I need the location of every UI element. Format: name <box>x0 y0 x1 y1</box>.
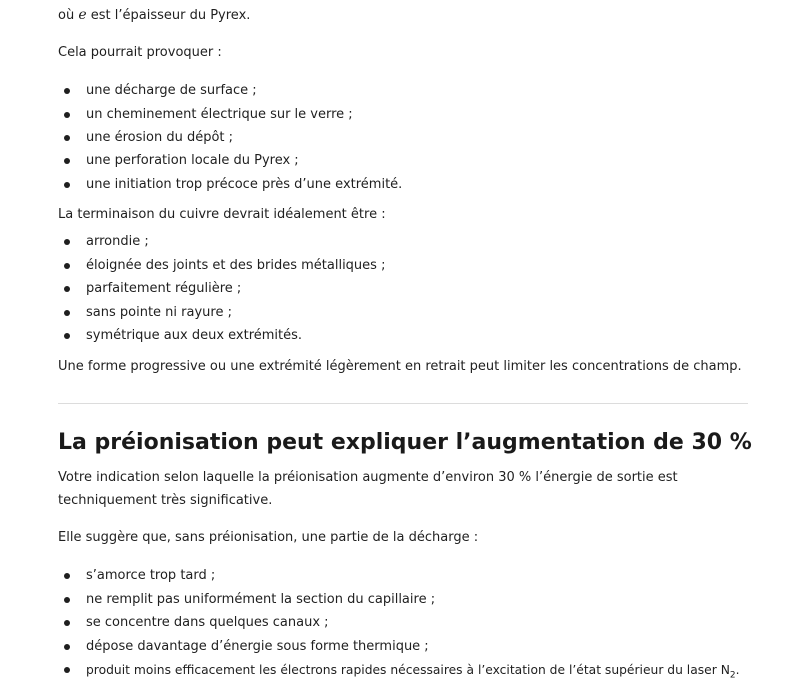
shape-paragraph: Une forme progressive ou une extrémité légèrement en retrait peut limiter les concentrations de champ. <box>58 359 742 374</box>
intro-line <box>58 6 250 25</box>
bullet-icon <box>64 112 70 118</box>
section-divider <box>58 403 748 404</box>
list-item: dépose davantage d’énergie sous forme thermique ; <box>58 638 429 656</box>
list-item: produit moins efficacement les électrons rapides nécessaires à l’excitation de l’état supérieur du laser $N_2$. <box>58 661 740 684</box>
bullet-icon <box>64 239 70 245</box>
list-item: une érosion du dépôt ; <box>58 129 233 147</box>
list-item: s’amorce trop tard ; <box>58 567 215 585</box>
list-item: un cheminement électrique sur le verre ; <box>58 106 353 124</box>
list-item: arrondie ; <box>58 233 149 251</box>
bullet-icon <box>64 597 70 603</box>
bullet-icon <box>64 182 70 188</box>
bullet-icon <box>64 310 70 316</box>
list-item: sans pointe ni rayure ; <box>58 304 232 322</box>
bullet-icon <box>64 263 70 269</box>
bullet-icon <box>64 667 70 673</box>
subscript-two: 2 <box>729 670 736 681</box>
section-paragraph-line-2: techniquement très significative. <box>58 493 273 508</box>
copper-intro: La terminaison du cuivre devrait idéalement être : <box>58 207 386 222</box>
bullet-icon <box>64 573 70 579</box>
bullet-icon <box>64 158 70 164</box>
provoke-intro: Cela pourrait provoquer : <box>58 45 222 60</box>
intro-suffix: est l’épaisseur du Pyrex. <box>86 8 251 23</box>
bullet-icon <box>64 333 70 339</box>
list-item: se concentre dans quelques canaux ; <box>58 614 329 632</box>
bullet-icon <box>64 88 70 94</box>
bullet-icon <box>64 286 70 292</box>
list-item: parfaitement régulière ; <box>58 280 241 298</box>
list-item: éloignée des joints et des brides métalliques ; <box>58 257 385 275</box>
list-item: symétrique aux deux extrémités. <box>58 327 302 345</box>
list-item: une perforation locale du Pyrex ; <box>58 152 299 170</box>
intro-prefix: où <box>58 8 79 23</box>
thickness-variable: e <box>78 7 87 23</box>
suggest-intro: Elle suggère que, sans préionisation, une partie de la décharge : <box>58 530 479 545</box>
list-item: une décharge de surface ; <box>58 82 257 100</box>
list-item: ne remplit pas uniformément la section du capillaire ; <box>58 591 435 609</box>
section-paragraph-line-1: Votre indication selon laquelle la préionisation augmente d’environ 30 % l’énergie de sortie est <box>58 470 678 485</box>
bullet-icon <box>64 644 70 650</box>
bullet-icon <box>64 135 70 141</box>
list-item: une initiation trop précoce près d’une extrémité. <box>58 176 402 194</box>
bullet-icon <box>64 620 70 626</box>
section-heading: La préionisation peut expliquer l’augmentation de 30 % <box>58 430 752 455</box>
